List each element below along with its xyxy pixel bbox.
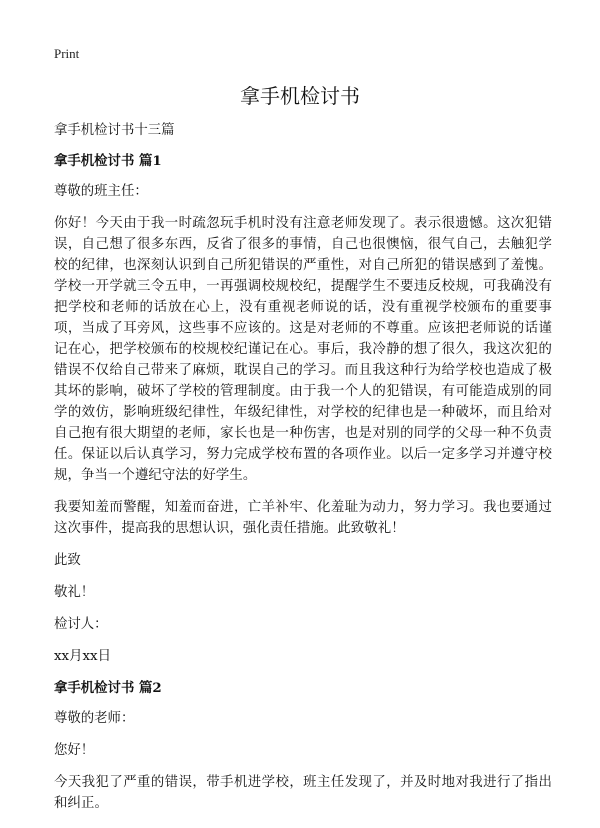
closing-line-1: 此致 xyxy=(54,553,81,568)
body-paragraph-2: 我要知羞而警醒，知羞而奋进，亡羊补牢、化羞耻为动力，努力学习。我也要通过这次事件，提高我的思想认识，强化责任措施。此致敬礼！ xyxy=(54,500,552,536)
signer-label: 检讨人： xyxy=(54,617,108,632)
section-heading-2: 拿手机检讨书 篇2 xyxy=(54,680,162,696)
salutation-2: 尊敬的老师： xyxy=(54,711,135,726)
section-heading-1: 拿手机检讨书 篇1 xyxy=(54,153,162,169)
greeting-2: 您好！ xyxy=(54,743,95,758)
body-paragraph-3: 今天我犯了严重的错误，带手机进学校，班主任发现了，并及时地对我进行了指出和纠正。 xyxy=(54,775,552,811)
document-body xyxy=(54,120,552,825)
document-title: 拿手机检讨书 xyxy=(240,84,360,108)
document-subtitle: 拿手机检讨书十三篇 xyxy=(54,123,175,138)
date-line: xx月xx日 xyxy=(54,649,111,664)
print-link[interactable]: Print xyxy=(54,46,80,61)
salutation-1: 尊敬的班主任： xyxy=(54,184,148,199)
body-paragraph-1: 你好！今天由于我一时疏忽玩手机时没有注意老师发现了。表示很遗憾。这次犯错误，自己想了很多东西，反省了很多的事情，自己也很懊恼，很气自己，去触犯学校的纪律，也深刻认识到自己所犯错误的严重性，对自己所犯的错误感到了羞愧。学校一开学就三令五申，一再强调校规校纪，提醒学生不要违反校规，可我确没有把学校和老师的话放在心上，没有重视老师说的话，没有重视学校颁布的重要事项，当成了耳旁风，这些事不应该的。这是对老师的不尊重。应该把老师说的话谨记在心，把学校颁布的校规校纪谨记在心。事后，我冷静的想了很久，我这次犯的错误不仅给自己带来了麻烦，耽误自己的学习。而且我这种行为给学校也造成了极其坏的影响，破坏了学校的管理制度。由于我一个人的犯错误，有可能造成别的同学的效仿，影响班级纪律性，年级纪律性，对学校的纪律也是一种破坏，而且给对自己抱有很大期望的老师，家长也是一种伤害，也是对别的同学的父母一种不负责任。保证以后认真学习，努力完成学校布置的各项作业。以后一定多学习并遵守校规，争当一个遵纪守法的好学生。 xyxy=(54,216,552,483)
closing-line-2: 敬礼！ xyxy=(54,585,95,600)
